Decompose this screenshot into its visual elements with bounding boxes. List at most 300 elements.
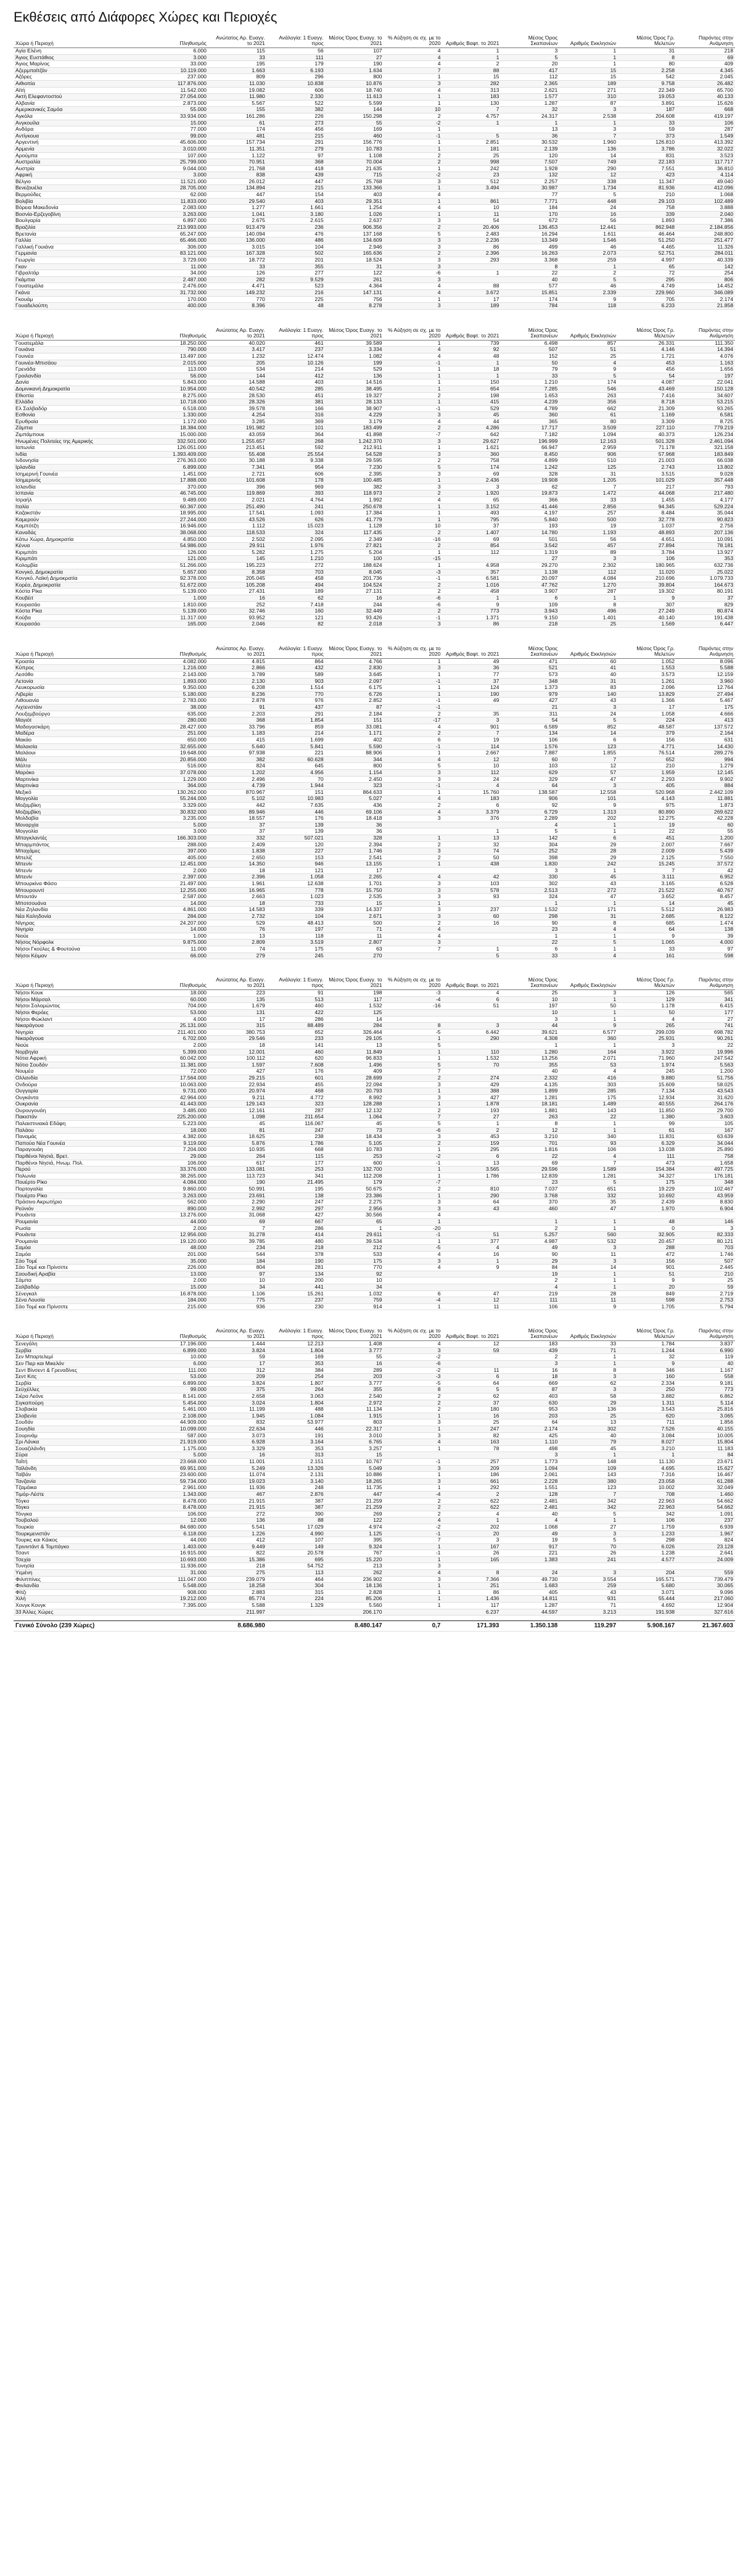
table-cell: 138 xyxy=(267,1192,326,1199)
table-cell: 39.534 xyxy=(326,1238,384,1245)
table-cell: 117 xyxy=(326,996,384,1003)
table-row xyxy=(14,1524,735,1530)
table-row xyxy=(14,283,735,290)
table-cell: 28.705.000 xyxy=(150,185,208,192)
table-cell: 1.854 xyxy=(267,717,326,724)
table-row xyxy=(14,445,735,452)
table-row xyxy=(14,763,735,770)
table-cell: 775 xyxy=(208,1297,267,1304)
table-cell: 499 xyxy=(501,244,559,250)
country-name: Αντίγκουα xyxy=(14,133,150,139)
table-cell: 11.199 xyxy=(208,1406,267,1413)
table-cell: 5 xyxy=(442,133,501,139)
table-cell: 6 xyxy=(384,737,443,744)
table-cell: 17.717 xyxy=(501,425,559,432)
country-name: Ρωσία xyxy=(14,1225,150,1232)
table-cell: 16 xyxy=(501,1367,559,1374)
table-cell: 11.936 xyxy=(208,1485,267,1492)
country-name: Μπενίν xyxy=(14,867,150,874)
table-cell: 65.700 xyxy=(676,87,735,94)
table-cell: 97.938 xyxy=(208,750,267,757)
country-name: Καναδάς xyxy=(14,529,150,536)
table-cell xyxy=(442,1361,501,1368)
table-cell: 31 xyxy=(559,678,618,685)
table-cell: 106 xyxy=(501,737,559,744)
table-cell: 25.890 xyxy=(676,1147,735,1154)
table-cell: 10.692 xyxy=(618,1192,676,1199)
table-cell: 2.856 xyxy=(559,503,618,510)
table-cell: 3 xyxy=(384,665,443,672)
table-row xyxy=(14,74,735,81)
table-cell: 339 xyxy=(618,211,676,218)
table-cell: 3 xyxy=(559,1530,618,1537)
table-cell: 3.334 xyxy=(326,347,384,353)
table-cell: 45.606.000 xyxy=(150,139,208,146)
report-section xyxy=(14,32,735,310)
table-cell: 130.262.000 xyxy=(150,789,208,796)
table-cell: 140 xyxy=(559,691,618,698)
table-cell: 287 xyxy=(559,588,618,595)
column-header: Ανώτατος Αρ. Ευαγγ. το 2021 xyxy=(208,32,267,48)
table-cell: 1 xyxy=(384,750,443,757)
table-cell: 216 xyxy=(267,289,326,296)
table-cell: 1 xyxy=(384,445,443,452)
table-cell: 7 xyxy=(384,1114,443,1121)
table-cell: 11.000 xyxy=(150,946,208,953)
table-row xyxy=(14,1511,735,1517)
table-cell: 32 xyxy=(442,841,501,848)
table-cell: 209 xyxy=(442,1465,501,1472)
table-row xyxy=(14,340,735,347)
country-name: Μάλτα xyxy=(14,763,150,770)
table-cell: 55.000 xyxy=(150,107,208,114)
table-cell: 10.954.000 xyxy=(150,386,208,392)
table-cell: 770 xyxy=(208,296,267,303)
table-cell: 27.244.000 xyxy=(150,516,208,523)
table-cell: 5.027 xyxy=(326,796,384,803)
table-cell: 2.866 xyxy=(208,665,267,672)
table-cell: 221 xyxy=(267,750,326,757)
table-cell: 174 xyxy=(208,126,267,133)
table-cell: 4.739 xyxy=(208,783,267,790)
table-cell: 24 xyxy=(442,776,501,783)
table-cell: 212 xyxy=(326,1245,384,1252)
table-cell: 111.000 xyxy=(150,1367,208,1374)
table-cell: 2.972 xyxy=(326,1400,384,1406)
table-cell: 376 xyxy=(442,815,501,822)
table-cell: 5.657.000 xyxy=(150,569,208,576)
table-cell: -5 xyxy=(384,1029,443,1036)
table-cell: 447 xyxy=(326,1491,384,1498)
table-cell: 47 xyxy=(442,1290,501,1297)
table-cell: 10.783 xyxy=(326,1147,384,1154)
country-name: Νιούε xyxy=(14,1042,150,1049)
country-name: Μαρτινίκα xyxy=(14,783,150,790)
table-cell: 313 xyxy=(442,87,501,94)
table-cell: 190 xyxy=(442,691,501,698)
table-cell: 48 xyxy=(618,1218,676,1225)
table-row xyxy=(14,1485,735,1492)
table-cell: 18.772 xyxy=(208,257,267,264)
column-header: Χώρα ή Περιοχή xyxy=(14,974,150,990)
column-header: Χώρα ή Περιοχή xyxy=(14,643,150,659)
table-cell: 8 xyxy=(501,1121,559,1128)
country-name: Γροιλανδία xyxy=(14,373,150,379)
table-cell: 100 xyxy=(326,556,384,563)
table-cell: 6 xyxy=(559,835,618,841)
country-name: Νήσοι Κουκ xyxy=(14,990,150,997)
column-header: Αριθμός Βαφτ. το 2021 xyxy=(442,32,501,48)
table-cell: 9.875.000 xyxy=(150,939,208,946)
table-cell: 15.750 xyxy=(326,887,384,894)
table-cell: 3.729.000 xyxy=(150,257,208,264)
table-cell: 296 xyxy=(267,74,326,81)
table-cell: 906 xyxy=(559,451,618,458)
table-row xyxy=(14,192,735,199)
table-cell: 25.022 xyxy=(676,569,735,576)
table-cell: 409 xyxy=(326,1068,384,1075)
table-cell: 438 xyxy=(442,861,501,868)
country-name: Σάο Τομέ και Πρίνσιπε xyxy=(14,1303,150,1310)
table-cell: 2.228 xyxy=(501,1478,559,1485)
table-row xyxy=(14,672,735,679)
table-cell: 90.823 xyxy=(676,516,735,523)
table-cell: 6 xyxy=(442,1374,501,1381)
table-cell: 1.546 xyxy=(559,237,618,244)
table-cell: 6.442 xyxy=(442,1029,501,1036)
table-row xyxy=(14,490,735,497)
table-cell: 40.373 xyxy=(618,432,676,439)
table-cell: 6.729 xyxy=(501,809,559,815)
table-cell: 8.396 xyxy=(208,303,267,310)
table-cell: 23 xyxy=(501,1179,559,1186)
country-name: Σύρα xyxy=(14,1452,150,1459)
table-row xyxy=(14,1406,735,1413)
table-cell: 51.756 xyxy=(676,1075,735,1081)
table-cell: 55 xyxy=(676,828,735,835)
table-cell: 456 xyxy=(267,126,326,133)
table-cell: 5.223.000 xyxy=(150,1121,208,1128)
table-row xyxy=(14,510,735,517)
table-cell: 534 xyxy=(208,366,267,373)
table-row xyxy=(14,126,735,133)
table-cell: 35 xyxy=(442,711,501,717)
table-cell: 5 xyxy=(559,1511,618,1517)
table-cell: 40.339 xyxy=(676,257,735,264)
table-cell: 806 xyxy=(676,276,735,283)
table-cell: 59 xyxy=(208,1354,267,1361)
table-cell: 94.345 xyxy=(618,503,676,510)
table-cell: 272 xyxy=(559,887,618,894)
table-cell: 2 xyxy=(384,1505,443,1511)
table-cell: 39 xyxy=(676,933,735,939)
table-cell: 346.089 xyxy=(676,289,735,296)
table-cell: 212.911 xyxy=(326,445,384,452)
table-cell: 382 xyxy=(208,756,267,763)
table-cell: 2.289 xyxy=(501,815,559,822)
table-cell: 2 xyxy=(501,1225,559,1232)
table-cell: 18.740 xyxy=(326,87,384,94)
table-row xyxy=(14,1251,735,1258)
table-cell: 15 xyxy=(559,67,618,74)
country-name: Σάμπα xyxy=(14,1278,150,1284)
country-name: Ζάμπια xyxy=(14,425,150,432)
table-cell: 111 xyxy=(501,1297,559,1304)
table-cell: 248.800 xyxy=(676,231,735,237)
table-cell: 33.934.000 xyxy=(150,113,208,120)
table-row xyxy=(14,841,735,848)
table-cell: 427 xyxy=(442,1094,501,1101)
table-cell: 119 xyxy=(676,1354,735,1361)
table-cell: 6 xyxy=(559,737,618,744)
table-cell: 6 xyxy=(442,1154,501,1160)
table-cell: 275 xyxy=(208,1570,267,1577)
table-cell: 1.514 xyxy=(267,685,326,691)
table-cell: 16 xyxy=(442,920,501,927)
table-cell: 150.298 xyxy=(326,113,384,120)
table-cell: 1.210 xyxy=(267,556,326,563)
table-cell: 155 xyxy=(208,107,267,114)
country-name: Λευκορωσία xyxy=(14,685,150,691)
table-cell: 29.700 xyxy=(676,1107,735,1114)
table-cell: 1.106 xyxy=(208,1290,267,1297)
table-row xyxy=(14,100,735,107)
table-cell: 21.309 xyxy=(618,405,676,412)
table-cell: 252 xyxy=(208,601,267,608)
country-name: Σαουδική Αραβία xyxy=(14,1271,150,1278)
table-cell: 429 xyxy=(442,1081,501,1088)
table-cell: 253 xyxy=(326,1154,384,1160)
table-cell: 1.553 xyxy=(618,665,676,672)
table-cell: 15.804 xyxy=(676,1439,735,1446)
table-cell: 1 xyxy=(326,1225,384,1232)
table-cell: 4 xyxy=(442,990,501,997)
table-cell: -1 xyxy=(384,1550,443,1557)
table-cell: 280.000 xyxy=(150,717,208,724)
table-cell: 93.426 xyxy=(326,614,384,621)
table-cell: 6.952 xyxy=(676,874,735,881)
table-row xyxy=(14,1596,735,1603)
table-cell: -1 xyxy=(384,133,443,139)
table-cell: 3 xyxy=(559,1374,618,1381)
country-name: Τόνγκα xyxy=(14,1511,150,1517)
table-cell: 14 xyxy=(559,152,618,159)
column-header: Μέσος Όρος Γρ. Μελετών xyxy=(618,643,676,659)
table-cell: 121.000 xyxy=(150,556,208,563)
table-cell: 234 xyxy=(208,1245,267,1252)
table-cell: 167 xyxy=(442,1543,501,1550)
table-cell: 269.622 xyxy=(676,809,735,815)
table-cell: 2.365 xyxy=(501,80,559,87)
table-cell: 8 xyxy=(559,1367,618,1374)
table-cell: 1 xyxy=(559,54,618,61)
table-cell: 1.393.409.000 xyxy=(150,451,208,458)
table-row xyxy=(14,113,735,120)
table-cell: 14.430 xyxy=(676,743,735,750)
table-cell: 60.000 xyxy=(150,996,208,1003)
table-cell: 22.094 xyxy=(326,1081,384,1088)
table-cell: 41.898 xyxy=(326,432,384,439)
table-cell: 2.876 xyxy=(267,1491,326,1498)
table-row xyxy=(14,783,735,790)
table-cell: 39.578 xyxy=(208,405,267,412)
table-cell: 59.734.000 xyxy=(150,1478,208,1485)
country-name: Ουρουγουάη xyxy=(14,1107,150,1114)
table-cell: 265 xyxy=(618,1023,676,1030)
table-cell: 779.219 xyxy=(676,425,735,432)
table-cell: 496 xyxy=(559,608,618,615)
table-cell: 2 xyxy=(384,392,443,399)
table-cell: 5 xyxy=(442,952,501,959)
table-cell: 809 xyxy=(208,74,267,81)
table-cell: 41.443.000 xyxy=(150,1101,208,1108)
table-cell: 8.478.000 xyxy=(150,1505,208,1511)
table-row xyxy=(14,1218,735,1225)
table-cell: 2.961.000 xyxy=(150,1485,208,1492)
table-cell: 2 xyxy=(384,113,443,120)
table-cell: 668 xyxy=(267,1147,326,1154)
table-cell: 2.637 xyxy=(326,218,384,225)
table-cell: 1 xyxy=(384,373,443,379)
table-cell: 1 xyxy=(559,61,618,68)
table-cell: -2 xyxy=(384,1154,443,1160)
table-cell: 218 xyxy=(501,621,559,628)
table-cell: 18.384.000 xyxy=(150,425,208,432)
table-cell: 427 xyxy=(501,698,559,704)
country-name: Σουρινάμ xyxy=(14,1432,150,1439)
table-cell: 513 xyxy=(267,996,326,1003)
country-name: Μοζαμβίκη xyxy=(14,802,150,809)
table-cell: 1 xyxy=(442,360,501,366)
table-cell: 22 xyxy=(501,939,559,946)
table-cell: 357.448 xyxy=(676,477,735,484)
table-cell: 288.000 xyxy=(150,841,208,848)
table-row xyxy=(14,614,735,621)
table-cell: 1 xyxy=(384,126,443,133)
table-row xyxy=(14,1147,735,1154)
table-cell: 107 xyxy=(267,1537,326,1544)
table-cell: 1 xyxy=(559,1218,618,1225)
table-cell: 33 xyxy=(559,1341,618,1348)
table-cell: 14.452 xyxy=(676,283,735,290)
column-header: Ανώτατος Αρ. Ευαγγ. το 2021 xyxy=(208,324,267,341)
table-cell: 16.467 xyxy=(676,1472,735,1479)
table-cell: 626 xyxy=(267,516,326,523)
table-cell: 164 xyxy=(559,1049,618,1055)
table-cell: 157.734 xyxy=(208,139,267,146)
grand-total-row xyxy=(14,1621,735,1632)
table-cell: 1 xyxy=(559,1225,618,1232)
table-row xyxy=(14,1186,735,1193)
table-cell: 175 xyxy=(618,1179,676,1186)
table-row xyxy=(14,588,735,595)
table-cell: 8 xyxy=(559,601,618,608)
table-cell: 327.616 xyxy=(676,1609,735,1616)
table-cell: 9.119.000 xyxy=(150,1140,208,1147)
table-cell: 864.633 xyxy=(326,789,384,796)
table-cell: 44.597 xyxy=(501,1609,559,1616)
grand-total-pioneers: 1.350.138 xyxy=(501,1621,559,1632)
table-row xyxy=(14,711,735,717)
table-cell: 62 xyxy=(442,1393,501,1400)
table-cell: 197 xyxy=(676,373,735,379)
table-cell: 174 xyxy=(442,464,501,471)
table-row xyxy=(14,523,735,530)
table-cell: 15.261 xyxy=(267,1290,326,1297)
table-cell: 342 xyxy=(559,1498,618,1505)
column-header: Ανάλογία: 1 Ευαγγ. προς xyxy=(267,974,326,990)
table-cell: 27 xyxy=(676,1016,735,1023)
table-cell xyxy=(442,1271,501,1278)
table-cell: 5.000 xyxy=(150,1452,208,1459)
table-cell: 4.695 xyxy=(618,1465,676,1472)
table-cell xyxy=(442,822,501,828)
table-cell: 1.094 xyxy=(559,432,618,439)
table-row xyxy=(14,379,735,386)
table-cell: 329 xyxy=(501,776,559,783)
table-row xyxy=(14,1387,735,1393)
table-row xyxy=(14,1081,735,1088)
table-cell: 857 xyxy=(559,340,618,347)
column-header: Πληθυσμός xyxy=(150,1325,208,1341)
table-cell: 2 xyxy=(384,1400,443,1406)
table-cell: 7.418 xyxy=(267,601,326,608)
table-cell: 3.523 xyxy=(676,152,735,159)
table-cell: 166 xyxy=(267,405,326,412)
table-cell: 3 xyxy=(501,1361,559,1368)
column-header: Μέσος Όρος Ευαγγ. το 2021 xyxy=(326,32,384,48)
table-cell: 20.406 xyxy=(442,225,501,231)
table-cell xyxy=(442,939,501,946)
table-cell: 460 xyxy=(267,1049,326,1055)
table-cell: 15.609 xyxy=(618,1081,676,1088)
country-name: Νήσος Νόρφολκ xyxy=(14,939,150,946)
table-cell: 46 xyxy=(559,244,618,250)
country-name: Κύπρος xyxy=(14,665,150,672)
table-cell: 9.211 xyxy=(208,1094,267,1101)
table-cell: 2.397.000 xyxy=(150,874,208,881)
country-name: Ισπανία xyxy=(14,490,150,497)
table-cell: 3 xyxy=(384,1563,443,1570)
table-cell: 101.029 xyxy=(618,477,676,484)
table-row xyxy=(14,67,735,74)
table-cell: 101 xyxy=(267,425,326,432)
table-cell: 4.082.000 xyxy=(150,658,208,665)
table-cell: 106 xyxy=(559,1147,618,1154)
table-cell: 97 xyxy=(208,1271,267,1278)
table-cell: 1 xyxy=(559,1517,618,1524)
table-cell: 107 xyxy=(326,48,384,55)
table-cell: 33 xyxy=(208,54,267,61)
table-cell: 10.876 xyxy=(326,80,384,87)
table-cell: 12 xyxy=(442,1297,501,1304)
table-cell: 1 xyxy=(442,373,501,379)
table-cell: 189 xyxy=(442,303,501,310)
table-cell: 279 xyxy=(267,146,326,152)
table-cell: 2.439 xyxy=(618,1199,676,1206)
table-cell: 1 xyxy=(559,1271,618,1278)
table-cell: 3.888 xyxy=(676,205,735,212)
table-cell: 3.010.000 xyxy=(150,146,208,152)
table-cell: 117.435 xyxy=(326,529,384,536)
grand-total-average: 8.480.147 xyxy=(326,1621,384,1632)
table-cell: 13.326 xyxy=(267,1465,326,1472)
table-cell: 25 xyxy=(559,1413,618,1419)
table-cell: 494 xyxy=(267,582,326,588)
table-cell: 2.174 xyxy=(501,1426,559,1433)
table-cell: 472 xyxy=(618,1251,676,1258)
table-cell: 2.095 xyxy=(267,536,326,543)
